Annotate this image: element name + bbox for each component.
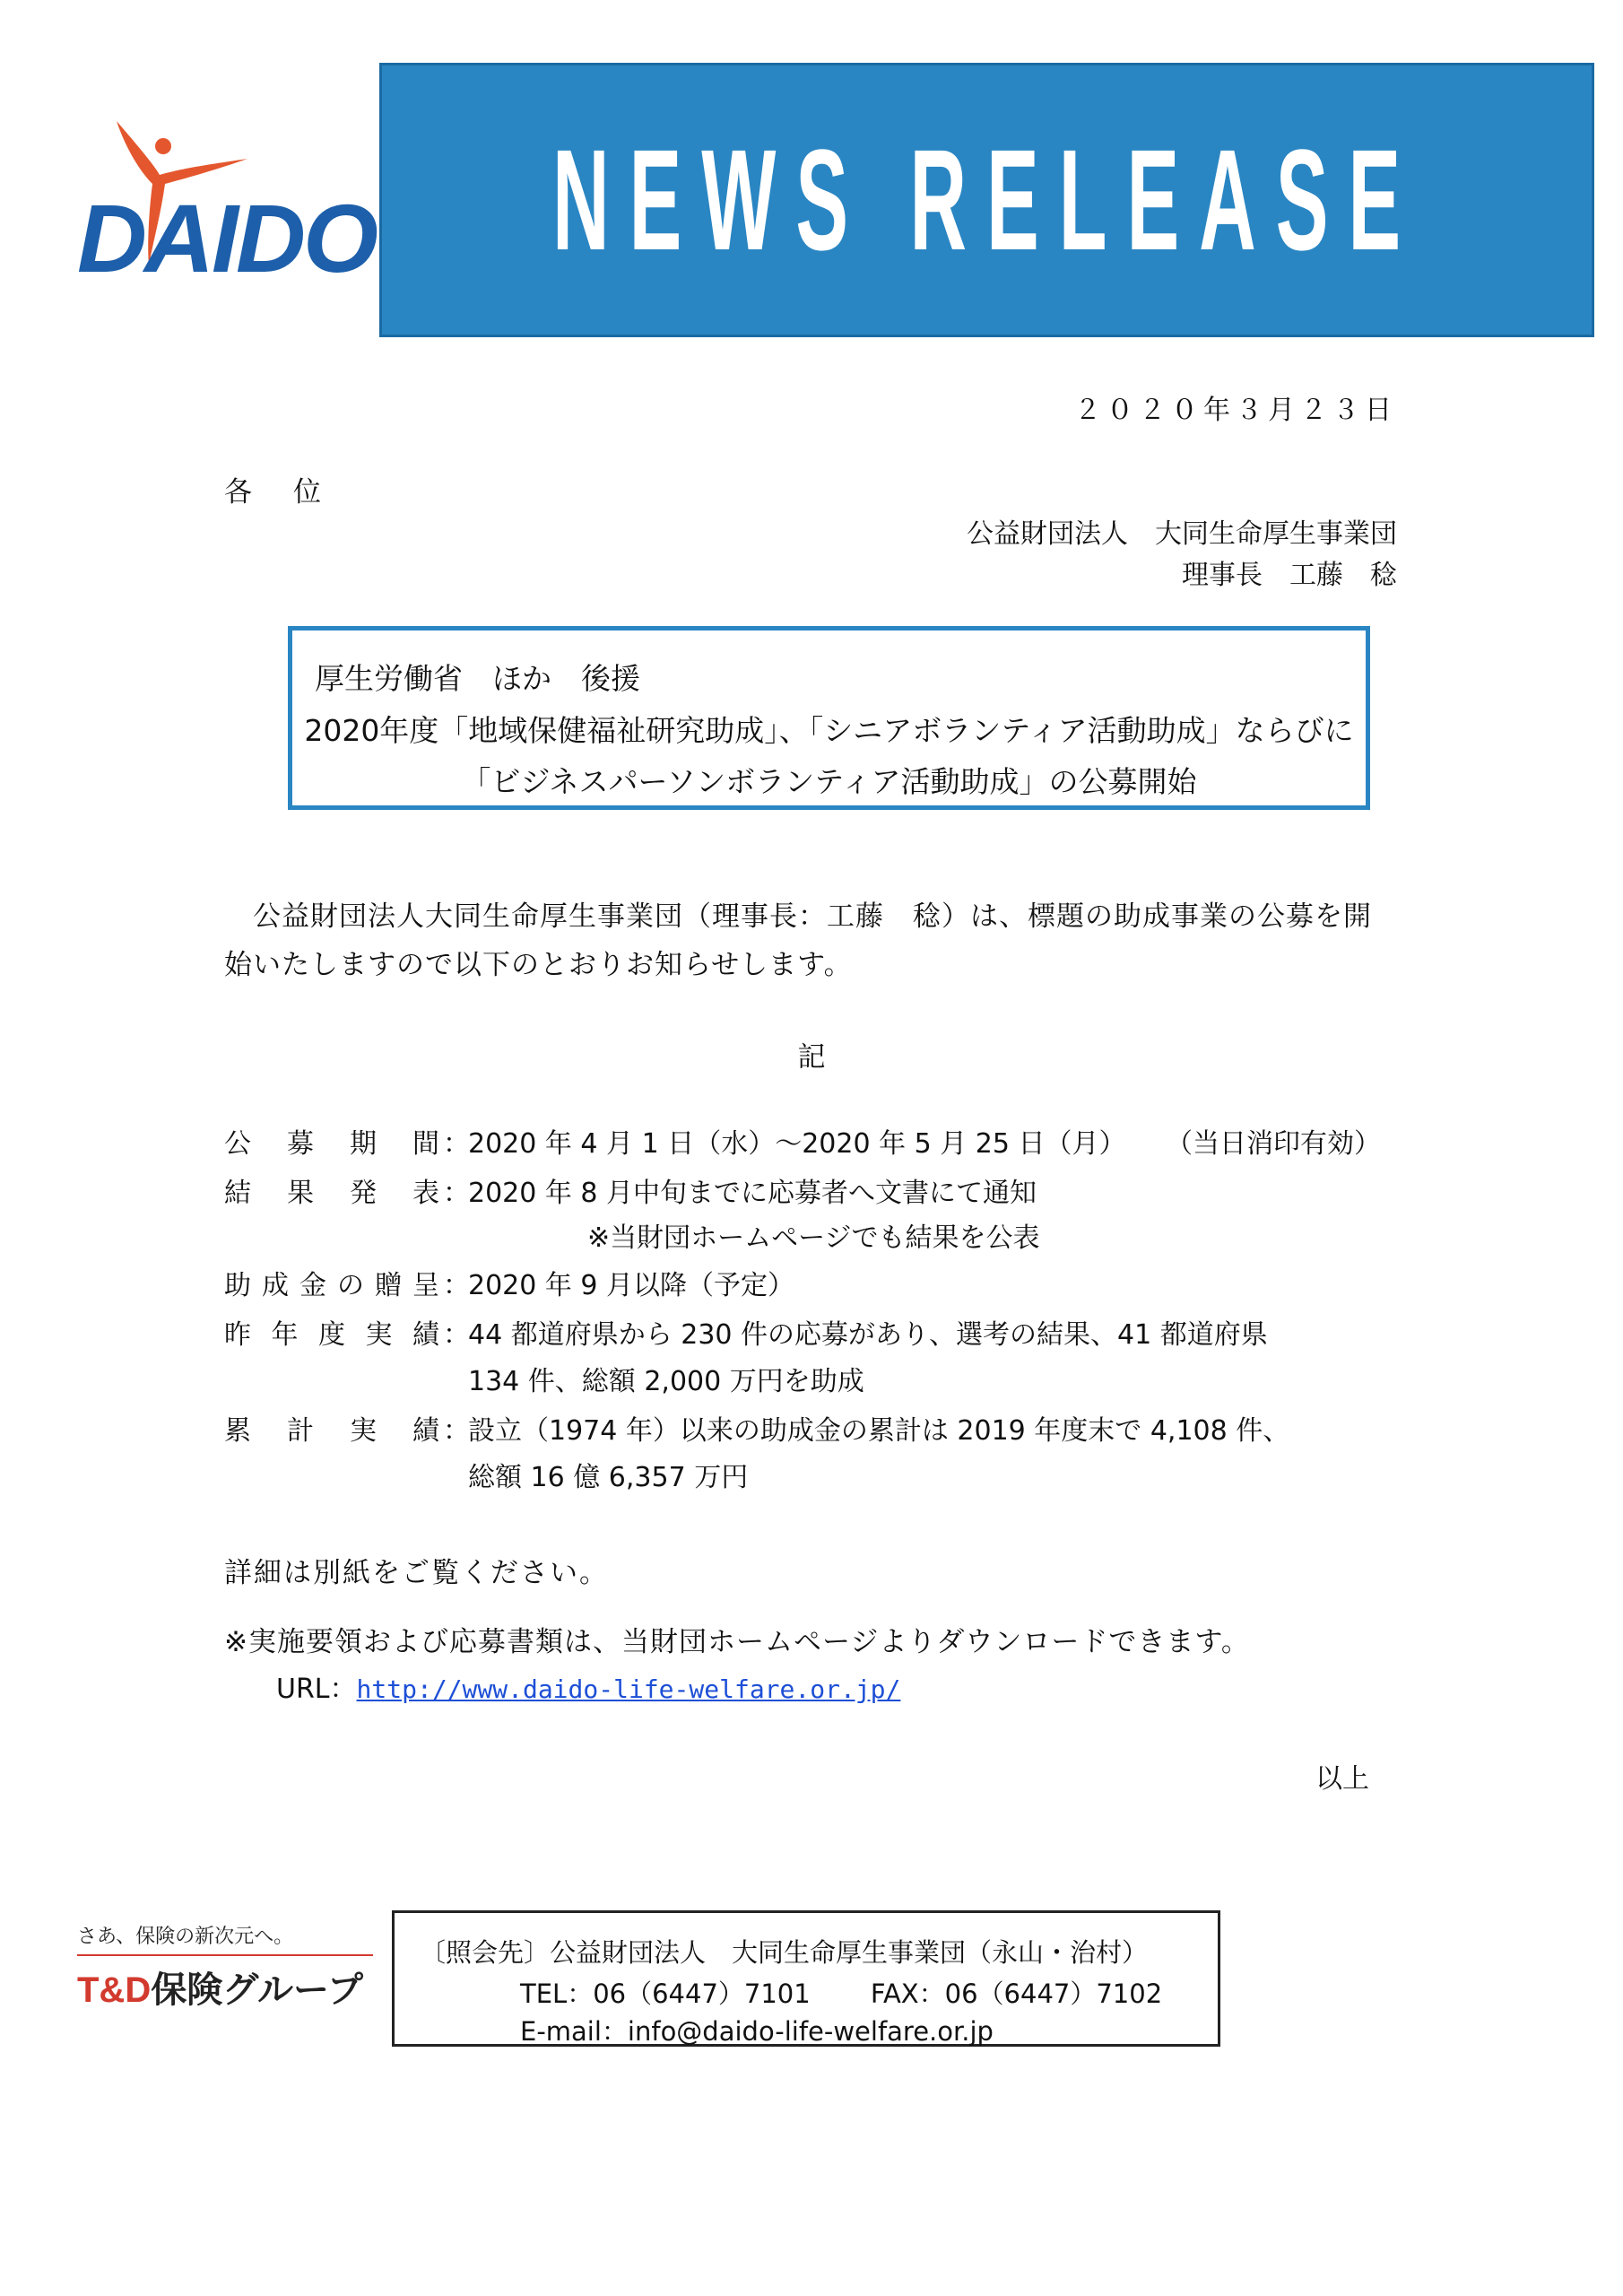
colon: ： <box>443 1415 470 1447</box>
url-line <box>276 1666 900 1706</box>
td-group-logo <box>77 1921 373 2013</box>
release-date: ２０２０年３月２３日 <box>1074 395 1397 426</box>
colon: ： <box>443 1128 470 1160</box>
detail-label: 公募期間 <box>224 1128 439 1160</box>
sender-representative: 理事長 工藤 稔 <box>1182 560 1397 591</box>
banner-text: NEWS RELEASE <box>552 119 1421 280</box>
download-note: ※実施要領および応募書類は、当財団ホームページよりダウンロードできます。 <box>224 1626 1250 1658</box>
contact-line-1: 〔照会先〕公益財団法人 大同生命厚生事業団（永山・治村） <box>420 1937 1149 1968</box>
colon: ： <box>443 1178 470 1209</box>
colon: ： <box>443 1270 470 1301</box>
detail-value-cont: 134 件、総額 2,000 万円を助成 <box>468 1366 864 1397</box>
daido-logo <box>77 112 376 300</box>
ki-heading: 記 <box>797 1041 826 1074</box>
contact-email[interactable]: E-mail：info@daido-life-welfare.or.jp <box>520 2016 994 2047</box>
url-label: URL： <box>276 1674 357 1705</box>
detail-value: 設立（1974 年）以来の助成金の累計は 2019 年度末で 4,108 件、 <box>468 1415 1290 1447</box>
detail-note: （当日消印有効） <box>1166 1128 1381 1160</box>
title-box <box>288 626 1370 810</box>
homepage-link[interactable]: http://www.daido-life-welfare.or.jp/ <box>356 1674 901 1704</box>
news-release-banner <box>379 63 1594 337</box>
td-mark: T&D <box>77 1970 152 2010</box>
addressee: 各位 <box>224 476 362 509</box>
detail-value: 2020 年 9 月以降（予定） <box>468 1270 795 1301</box>
body-paragraph: 公益財団法人大同生命厚生事業団（理事長：工藤 稔）は、標題の助成事業の公募を開始いたしますので以下のとおりお知らせします。 <box>224 900 1372 981</box>
detail-note: 詳細は別紙をご覧ください。 <box>224 1557 609 1589</box>
detail-value-cont: 総額 16 億 6,357 万円 <box>468 1462 749 1493</box>
contact-box <box>392 1910 1220 2047</box>
detail-label: 助成金の贈呈 <box>224 1270 439 1301</box>
title-line-2: 2020年度「地域保健福祉研究助成」、「シニアボランティア活動助成」ならびに <box>304 713 1354 748</box>
sender-org: 公益財団法人 大同生命厚生事業団 <box>967 518 1397 550</box>
title-line-3: 「ビジネスパーソンボランティア活動助成」の公募開始 <box>461 764 1197 799</box>
divider <box>77 1954 373 1956</box>
detail-value: 2020 年 4 月 1 日（水）～2020 年 5 月 25 日（月） <box>468 1128 1126 1160</box>
logo-text: DAIDO <box>77 184 376 292</box>
detail-value: 44 都道府県から 230 件の応募があり、選考の結果、41 都道府県 <box>468 1319 1268 1351</box>
title-line-1: 厚生労働省 ほか 後援 <box>315 661 640 696</box>
closing: 以上 <box>1315 1763 1369 1795</box>
group-tagline: さあ、保険の新次元へ。 <box>77 1926 294 1948</box>
detail-result-sub: ※当財団ホームページでも結果を公表 <box>587 1222 1040 1254</box>
contact-line-2: TEL：06（6447）7101 FAX：06（6447）7102 <box>520 1979 1163 2009</box>
detail-value: 2020 年 8 月中旬までに応募者へ文書にて通知 <box>468 1178 1037 1209</box>
detail-label: 累計実績 <box>224 1415 439 1447</box>
detail-label: 昨年度実績 <box>224 1319 439 1351</box>
detail-label: 結果発表 <box>224 1178 439 1209</box>
group-name-text: 保険グループ <box>151 1970 364 2011</box>
colon: ： <box>443 1319 470 1351</box>
group-name <box>77 1961 373 2013</box>
